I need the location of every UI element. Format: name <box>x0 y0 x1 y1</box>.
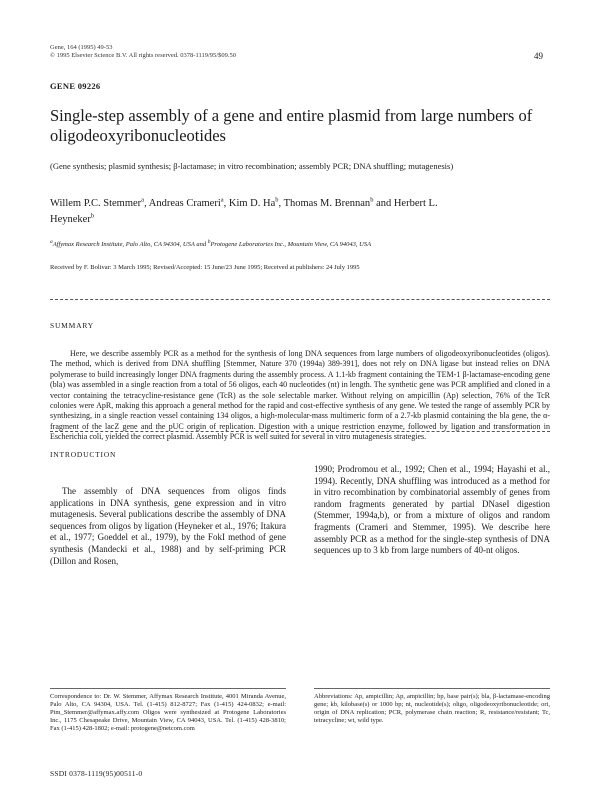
footnote-rule <box>314 688 550 689</box>
author-affil-mark: a <box>220 196 224 204</box>
article-code: GENE 09226 <box>50 81 101 91</box>
intro-paragraph-continued: 1990; Prodromou et al., 1992; Chen et al., 1994; Hayashi et al., 1994). Recently, DNA shuffling was introduced as a method for in vitro recombination by combinatorial assembly of genes from random fragments generated by partial DNaseI digestion (Stemmer, 1994a,b), or from a mixture of oligos and random fragments (Crameri and Stemmer, 1995). We describe here assembly PCR as a method for the single-step synthesis of DNA sequences up to 3 kb from large numbers of 40-nt oligos. <box>314 464 550 556</box>
journal-citation <box>50 44 430 60</box>
affil-text-b: Protogene Laboratories Inc., Mountain View, CA 94043, USA <box>210 241 372 249</box>
affil-text-a: Affymax Research Institute, Palo Alto, CA 94304, USA and <box>52 241 208 249</box>
section-divider <box>50 299 550 300</box>
section-divider <box>50 431 550 432</box>
introduction-heading: INTRODUCTION <box>50 450 117 459</box>
summary-paragraph: Here, we describe assembly PCR as a method for the synthesis of long DNA sequences from large numbers of oligodeoxyribonucleotides (oligos). The method, which is derived from DNA shuffling [Stemmer, Nature 370 (1994a) 389-391], does not rely on DNA ligase but instead relies on DNA polymerase to build increasingly longer DNA fragments during the assembly process. A 1.1-kb fragment containing the TEM-1 β-lactamase-encoding gene (bla) was assembled in a single reaction from a total of 56 oligos, each 40 nucleotides (nt) in length. The synthetic gene was PCR amplified and cloned in a vector containing the tetracycline-resistance gene (TcR) as the sole selectable marker. Without relying on ampicillin (Ap) selection, 76% of the TcR colonies were ApR, making this approach a general method for the rapid and cost-effective synthesis of any gene. We tested the range of assembly PCR by synthesizing, in a single reaction vessel containing 134 oligos, a high-molecular-mass multimeric form of a 2.7-kb plasmid containing the bla gene, the α-fragment of the lacZ gene and the pUC origin of replication. Digestion with a unique restriction enzyme, followed by ligation and transformation in Escherichia coli, yielded the correct plasmid. Assembly PCR is well suited for several in vitro mutagenesis strategies. <box>50 349 550 442</box>
summary-text <box>50 349 550 443</box>
ssdi-code: SSDI 0378-1119(95)00511-0 <box>50 769 143 778</box>
received-dates: Received by F. Bolivar: 3 March 1995; Revised/Accepted: 15 June/23 June 1995; Received at publishers: 24 July 1995 <box>50 264 360 271</box>
journal-line-2: © 1995 Elsevier Science B.V. All rights reserved. 0378-1119/95/$09.50 <box>50 52 236 59</box>
affiliations <box>50 238 570 249</box>
author-name: , Andreas Crameri <box>144 198 221 209</box>
intro-paragraph: The assembly of DNA sequences from oligos finds applications in DNA synthesis, gene expression and in vitro mutagenesis. Several publications describe the assembly of DNA sequences from oligos by ligation (Heyneker et al., 1976; Itakura et al., 1977; Goeddel et al., 1979), by the FokI method of gene synthesis (Mandecki et al., 1988) and by self-priming PCR (Dillon and Rosen, <box>50 486 286 566</box>
intro-right-column <box>314 464 550 557</box>
author-affil-mark: a <box>141 196 145 204</box>
author-affil-mark: b <box>275 196 279 204</box>
author-list <box>50 196 470 228</box>
keywords: (Gene synthesis; plasmid synthesis; β-lactamase; in vitro recombination; assembly PCR; DNA shuffling; mutagenesis) <box>50 161 454 171</box>
page-number: 49 <box>534 51 543 61</box>
author-name: Willem P.C. Stemmer <box>50 198 142 209</box>
journal-line-1: Gene, 164 (1995) 49-53 <box>50 44 113 51</box>
author-affil-mark: b <box>90 212 95 220</box>
footnote-rule <box>50 688 286 689</box>
intro-left-column <box>50 486 286 567</box>
author-name: , Thomas M. Brennan <box>278 198 371 209</box>
correspondence-footnote: Correspondence to: Dr. W. Stemmer, Affymax Research Institute, 4001 Miranda Avenue, Palo Alto, CA 94304, USA. Tel. (1-415) 812-8727; Fax (1-415) 424-0832; e-mail: Pim_Stemmer@affymax.affy.com Oligos were synthesized at Protogene Laboratories Inc., 1175 Chesapeake Drive, Mountain View, CA 94043, USA. Tel. (1-415) 428-3810; Fax (1-415) 428-1802; e-mail: protogene@netcom.com <box>50 693 286 732</box>
author-name: , Kim D. Ha <box>223 198 276 209</box>
article-title: Single-step assembly of a gene and entire plasmid from large numbers of oligodeoxyribonucleotides <box>50 106 533 145</box>
affil-mark-a: a <box>50 239 53 245</box>
summary-heading: SUMMARY <box>50 321 94 330</box>
affil-mark-b: b <box>207 239 211 245</box>
author-affil-mark: b <box>370 196 374 204</box>
author-name: and Herbert L. Heyneker <box>50 198 438 225</box>
abbreviations-footnote: Abbreviations: Ap, ampicillin; Ap, ampicillin; bp, base pair(s); bla, β-lactamase-encoding gene; kb, kilobase(s) or 1000 bp; nt, nucleotide(s); oligo, oligodeoxyribonucleotide; ori, origin of DNA replication; PCR, polymerase chain reaction; R, resistance/resistant; Tc, tetracycline; wt, wild type. <box>314 693 550 724</box>
